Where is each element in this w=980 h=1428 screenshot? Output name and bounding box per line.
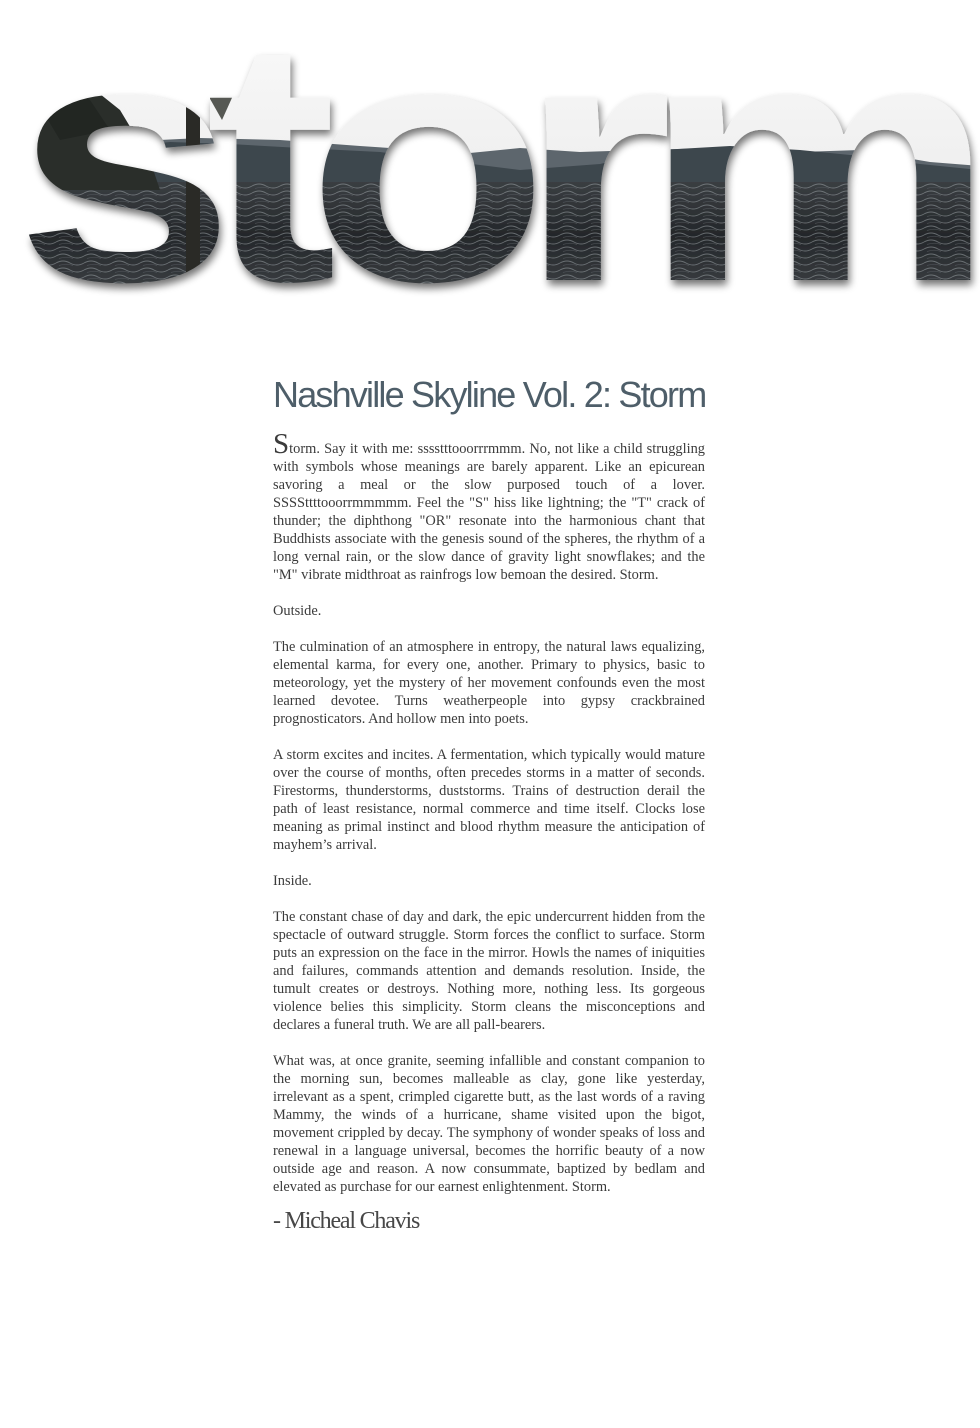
paragraph-constant-chase: The constant chase of day and dark, the epic undercurrent hidden from the spectacle of outward struggle. Storm forces the conflict to surface. Storm puts an expression on the face in the mirror. Howls the names of iniquities and failures, commands attention and demands resolution. Inside, the tumult creates or destroys. Nothing more, nothing less. Its gorgeous violence belies this simplicity. Storm cleans the misconceptions and declares a funeral truth. We are all pall-bearers. (273, 909, 705, 1033)
article (273, 372, 705, 1236)
article-body (273, 428, 705, 1196)
paragraph-1-text: torm. Say it with me: sssstttooorrrmmm. No, not like a child struggling with symbols whose meanings are barely apparent. Like an epicurean savoring a meal or the slow purposed touch of a lover. SSSSttttooorrmmmmm. Feel the "S" hiss like lightning; the "T" crack of thunder; the diphthong "OR" resonate into the harmonious chant that Buddhists associate with the genesis sound of the spheres, the rhythm of a long vernal rain, or the slow dance of gravity light snowflakes; and the "M" vibrate midthroat as rainfrogs low bemoan the desired. Storm. (273, 441, 705, 583)
storm-masthead-graphic (0, 0, 980, 300)
paragraph-inside: Inside. (273, 873, 312, 889)
paragraph-granite: What was, at once granite, seeming infallible and constant companion to the morning sun, becomes malleable as clay, gone like yesterday, irrelevant as a spent, crimpled cigarette butt, as the last words of a raving Mammy, the winds of a hurricane, shame visited upon the bigot, movement crippled by decay. The symphony of wonder speaks of loss and renewal in a language universal, becomes the horrific beauty of a now outside age and reason. A now consummate, baptized by bedlam and elevated as purchase for our earnest enlightenment. Storm. (273, 1053, 705, 1195)
masthead (0, 0, 980, 300)
drop-cap: S (273, 428, 290, 460)
paragraph-excites: A storm excites and incites. A fermentation, which typically would mature over the course of months, often precedes storms in a matter of seconds. Firestorms, thunderstorms, duststorms. Trains of destruction derail the path of least resistance, normal commerce and time itself. Clocks lose meaning as primal instinct and blood rhythm measure the anticipation of mayhem’s arrival. (273, 747, 705, 853)
paragraph-1 (273, 428, 705, 584)
author-signature: - Micheal Chavis (273, 1208, 420, 1234)
paragraph-outside: Outside. (273, 603, 322, 619)
paragraph-culmination: The culmination of an atmosphere in entropy, the natural laws equalizing, elemental karma, for every one, another. Primary to physics, basic to meteorology, yet the mystery of her movement confounds even the most learned devotee. Turns weatherpeople into gypsy crackbrained prognosticators. And hollow men into poets. (273, 639, 705, 727)
masthead-word (0, 300, 1, 301)
article-title: Nashville Skyline Vol. 2: Storm (273, 374, 706, 415)
